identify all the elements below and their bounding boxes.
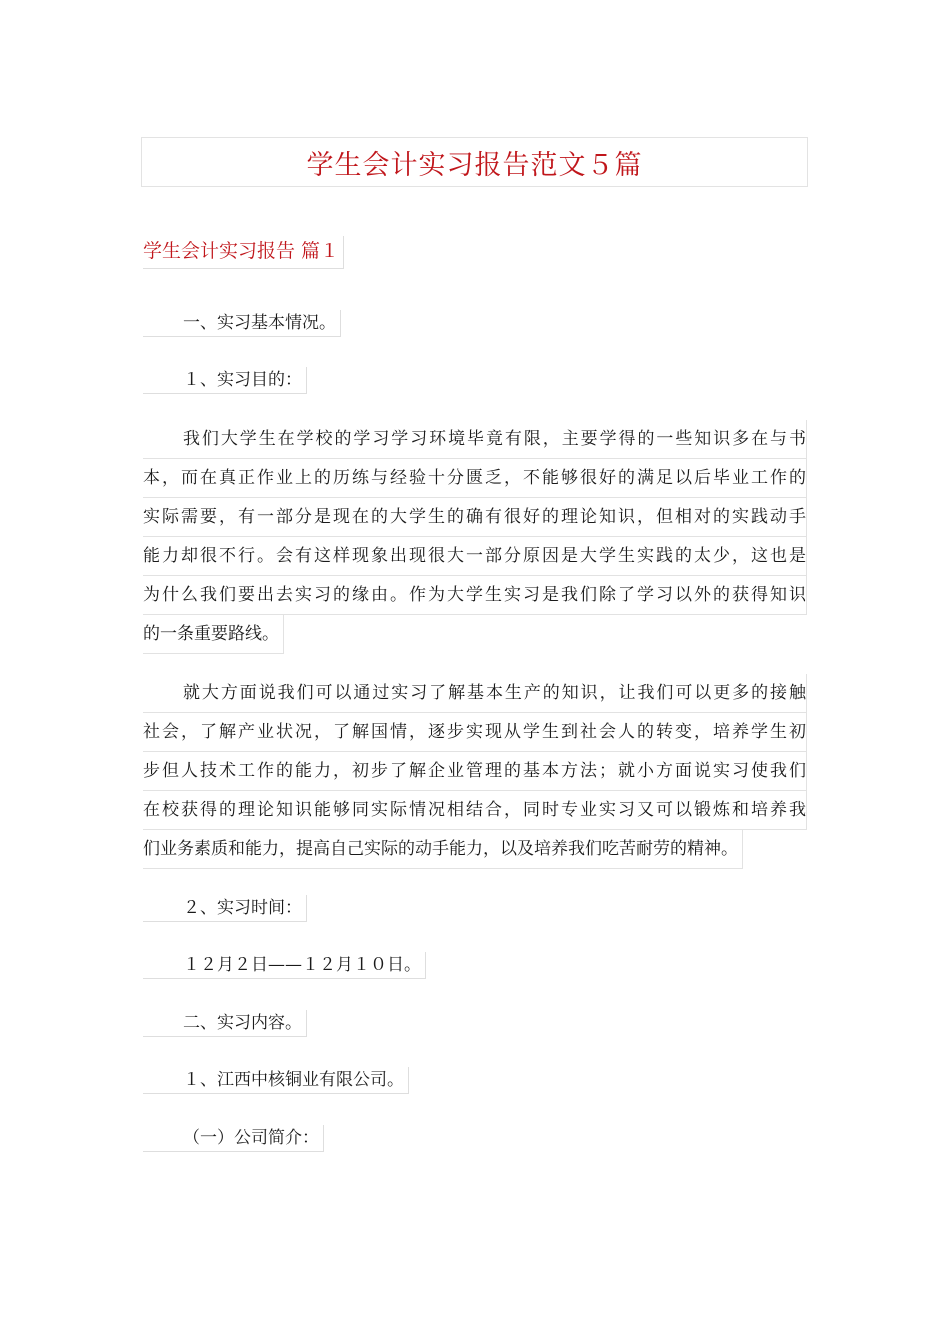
heading-content: 二、实习内容。 [143,1010,307,1037]
paragraph-line: 们业务素质和能力，提高自己实际的动手能力，以及培养我们吃苦耐劳的精神。 [143,830,743,869]
paragraph-benefits [143,674,807,873]
paragraph-line: 的一条重要路线。 [143,615,284,654]
section-heading: 学生会计实习报告 篇１ [143,236,344,269]
paragraph-line: 就大方面说我们可以通过实习了解基本生产的知识，让我们可以更多的接触 [143,674,807,713]
heading-purpose: １、实习目的： [143,367,307,394]
document-title: 学生会计实习报告范文５篇 [306,149,643,181]
paragraph-line: 实际需要，有一部分是现在的大学生的确有很好的理论知识，但相对的实践动手 [143,498,807,537]
paragraph-purpose [143,420,807,658]
heading-basic-info: 一、实习基本情况。 [143,310,341,337]
paragraph-line: 本，而在真正作业上的历练与经验十分匮乏，不能够很好的满足以后毕业工作的 [143,459,807,498]
paragraph-line: 为什么我们要出去实习的缘由。作为大学生实习是我们除了学习以外的获得知识 [143,576,807,615]
paragraph-line: 我们大学生在学校的学习学习环境毕竟有限，主要学得的一些知识多在与书 [143,420,807,459]
paragraph-line: 社会，了解产业状况，了解国情，逐步实现从学生到社会人的转变，培养学生初 [143,713,807,752]
heading-company: １、江西中核铜业有限公司。 [143,1067,409,1094]
title-box [141,137,808,187]
heading-company-intro: （一）公司简介： [143,1125,324,1152]
heading-time: ２、实习时间： [143,895,307,922]
paragraph-line: 在校获得的理论知识能够同实际情况相结合，同时专业实习又可以锻炼和培养我 [143,791,807,830]
paragraph-line: 能力却很不行。会有这样现象出现很大一部分原因是大学生实践的太少，这也是 [143,537,807,576]
paragraph-line: 步但人技术工作的能力，初步了解企业管理的基本方法；就小方面说实习使我们 [143,752,807,791]
time-value: １２月２日——１２月１０日。 [143,952,426,979]
